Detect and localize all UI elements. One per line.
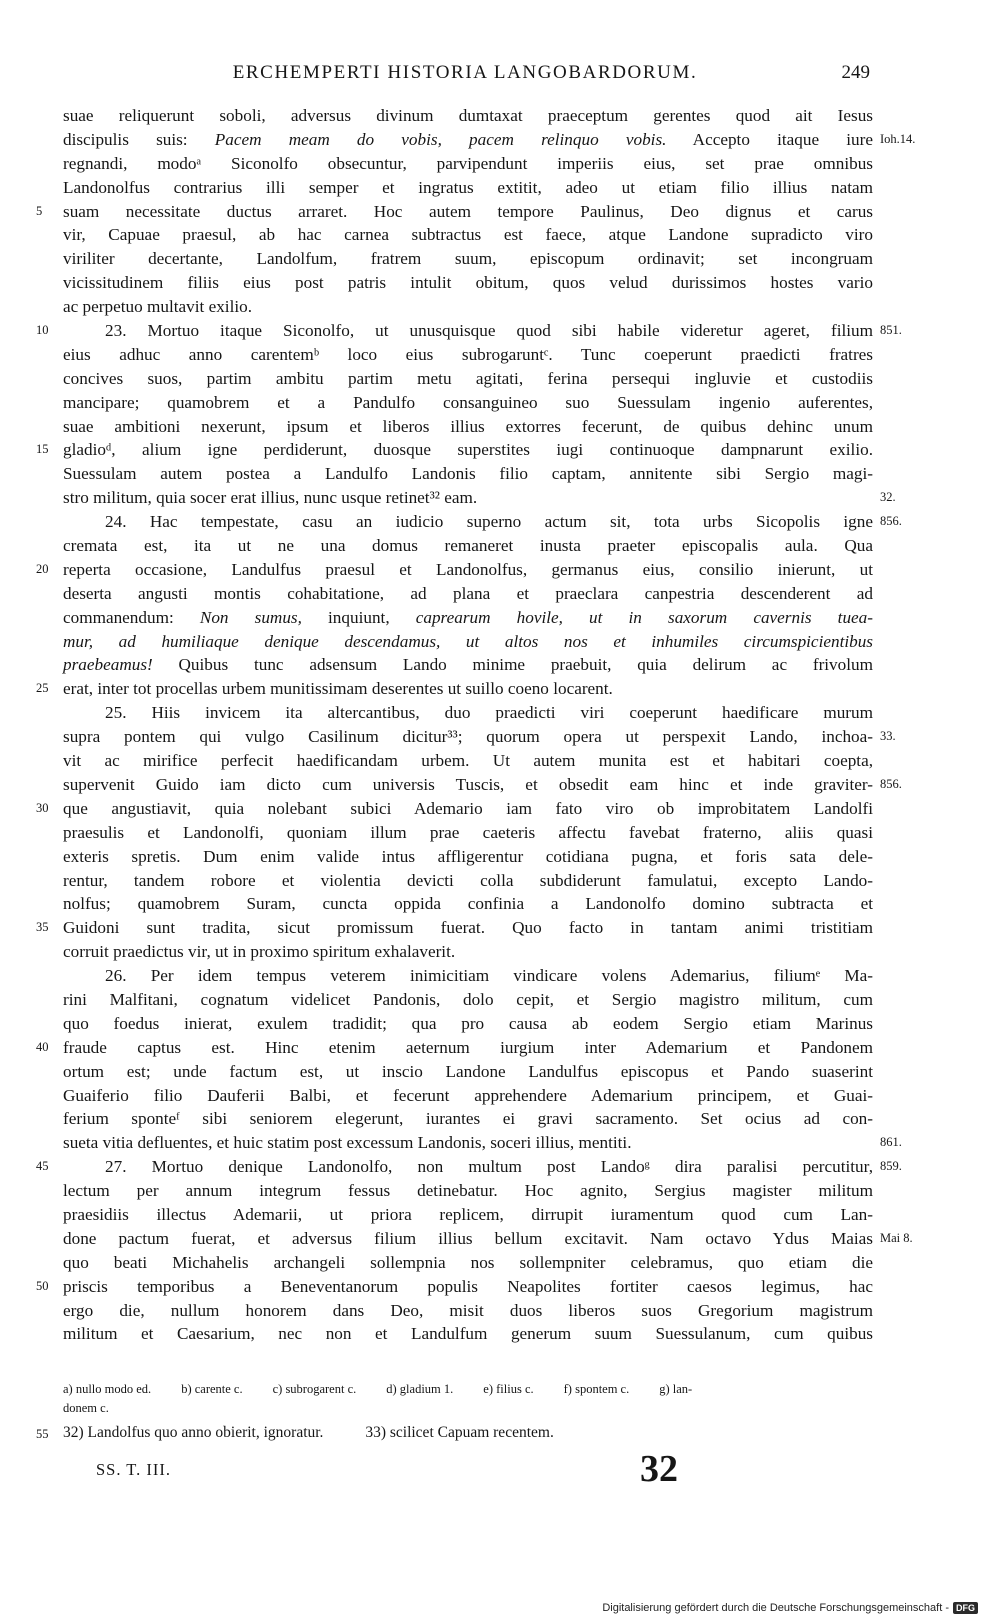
line-text: cremata est, ita ut ne una domus remaneret inusta praeter episcopalis aula. Qua xyxy=(63,536,873,556)
text-line xyxy=(63,391,873,415)
line-number: 25 xyxy=(36,681,49,696)
line-text: regnandi, modoᵃ Siconolfo obsecuntur, parvipendunt imperiis eius, set prae omnibus xyxy=(63,153,873,173)
variant-note: e) filius c. xyxy=(483,1382,534,1396)
text-line xyxy=(63,271,873,295)
page-header xyxy=(60,62,870,92)
line-text: Suessulam autem postea a Landulfo Landonis filio captam, annitente sibi Sergio magi- xyxy=(63,464,873,484)
line-number: 45 xyxy=(36,1159,49,1174)
text-line xyxy=(63,1227,913,1251)
line-text: nolfus; quamobrem Suram, cuncta oppida confinia a Landonolfo domino subtracta et xyxy=(63,894,873,914)
marginal-note: 856. xyxy=(880,514,902,529)
line-text: lectum per annum integrum fessus detinebatur. Hoc agnito, Sergius magister militum xyxy=(63,1181,873,1201)
text-line xyxy=(63,462,873,486)
variant-note: d) gladium 1. xyxy=(386,1382,454,1396)
line-text: deserta angusti montis cohabitatione, ad plana et praeclara canpestria descenderent ad xyxy=(63,583,873,603)
text-line xyxy=(36,1275,873,1299)
line-text: 24. Hac tempestate, casu an iudicio superno actum sit, tota urbs Sicopolis igne xyxy=(105,512,873,532)
text-line xyxy=(63,725,896,749)
text-line xyxy=(63,367,873,391)
text-line xyxy=(63,749,873,773)
text-line xyxy=(36,438,873,462)
text-line xyxy=(63,653,873,677)
marginal-note: 851. xyxy=(880,323,902,338)
historical-note: 32) Landolfus quo anno obierit, ignoratur. xyxy=(63,1424,324,1441)
text-line xyxy=(36,916,873,940)
line-text: sueta vitia defluentes, et huic statim post excessum Landonis, soceri illius, mentiti. xyxy=(63,1133,632,1153)
text-line xyxy=(63,104,873,128)
main-text xyxy=(36,104,916,1346)
line-text: Guidoni sunt tradita, sicut promissum fuerat. Quo facto in tantam animi tristitiam xyxy=(63,918,873,938)
line-number: 5 xyxy=(36,203,43,218)
running-title: ERCHEMPERTI HISTORIA LANGOBARDORUM. xyxy=(232,62,698,83)
text-line xyxy=(63,1203,873,1227)
line-number: 15 xyxy=(36,442,49,457)
line-text: supra pontem qui vulgo Casilinum dicitur³³; quorum opera ut perspexit Lando, inchoa- xyxy=(63,727,873,747)
marginal-note: 33. xyxy=(880,729,896,744)
line-number: 40 xyxy=(36,1039,49,1054)
text-line xyxy=(63,892,873,916)
quotation: praebeamus! xyxy=(63,655,153,675)
text-line xyxy=(63,701,873,725)
text-line xyxy=(36,200,873,224)
quotation: Pacem meam do vobis, pacem relinquo vobis. xyxy=(214,129,667,149)
variant-note: f) spontem c. xyxy=(563,1382,630,1396)
quotation: Non sumus, xyxy=(199,607,302,627)
signature-mark: SS. T. III. xyxy=(96,1460,172,1479)
line-text: que angustiavit, quia nolebant subici Ademario iam fato viro ob improbitatem Landolfi xyxy=(63,798,873,818)
line-text: 23. Mortuo itaque Siconolfo, ut unusquisque quod sibi habile videretur ageret, filium xyxy=(105,321,873,341)
text-line xyxy=(36,797,873,821)
variant-note: c) subrogarent c. xyxy=(272,1382,357,1396)
line-text: Guaiferio filio Dauferii Balbi, et fecerunt apprehendere Ademarium principem, et Guai- xyxy=(63,1085,873,1105)
line-text: stro militum, quia socer erat illius, nunc usque retinet³² eam. xyxy=(63,488,478,508)
line-text: ferium sponteᶠ sibi seniorem elegerunt, iurantes ei gravi sacramento. Set ocius ad con- xyxy=(63,1109,873,1129)
line-text: supervenit Guido iam dicto cum universis Tuscis, et obsedit eam hinc et inde graviter- xyxy=(63,774,873,794)
marginal-note: 861. xyxy=(880,1135,902,1150)
quotation: caprearum hovile, ut in saxorum cavernis tuea- xyxy=(415,607,873,627)
line-number: 30 xyxy=(36,800,49,815)
text-line xyxy=(63,128,916,152)
variant-note: a) nullo modo ed. xyxy=(63,1382,152,1396)
line-number: 35 xyxy=(36,920,49,935)
quotation: mur, ad humiliaque denique descendamus, ut altos nos et inhumiles circumspicientibus xyxy=(63,631,873,651)
line-text: exteris spretis. Dum enim valide intus affligerentur cotidiana pugna, et foris sata dele- xyxy=(63,846,873,866)
digitization-credit xyxy=(602,1602,978,1614)
line-text: rini Malfitani, cognatum videlicet Pandonis, dolo cepit, et Sergio magistro militum, cum xyxy=(63,989,873,1009)
line-text: ortum est; unde factum est, ut inscio Landone Landulfus episcopus et Pando suaserint xyxy=(63,1061,873,1081)
line-text: corruit praedictus vir, ut in proximo spiritum exhalaverit. xyxy=(63,942,456,962)
line-number: 55 xyxy=(36,1427,49,1441)
text-line xyxy=(63,1299,873,1323)
text-line xyxy=(63,1131,902,1155)
line-text: suae ambitioni nexerunt, ipsum et liberos illius extorres fecerunt, de quibus dehinc unum xyxy=(63,416,873,436)
text-line xyxy=(63,845,873,869)
line-text: eius adhuc anno carentemᵇ loco eius subrogaruntᶜ. Tunc coeperunt praedicti fratres xyxy=(63,344,873,364)
variant-notes-row xyxy=(63,1380,873,1399)
line-text: discipulis suis: Pacem meam do vobis, pacem relinquo vobis. Accepto itaque iure xyxy=(63,129,873,149)
variant-notes-row xyxy=(63,1399,873,1418)
historical-notes xyxy=(36,1424,592,1442)
text-line xyxy=(63,821,873,845)
line-text: priscis temporibus a Beneventanorum populis Neapolites fortiter caesos legimus, hac xyxy=(63,1276,873,1296)
line-number: 10 xyxy=(36,323,49,338)
text-line xyxy=(63,582,873,606)
text-line xyxy=(63,247,873,271)
text-line xyxy=(63,176,873,200)
text-line xyxy=(63,534,873,558)
line-text: concives suos, partim ambitu partim metu agitati, ferina persequi ingluvie et custodiis xyxy=(63,368,873,388)
text-line xyxy=(63,1107,873,1131)
line-number: 20 xyxy=(36,561,49,576)
text-line xyxy=(63,773,902,797)
credit-text: Digitalisierung gefördert durch die Deutsche Forschungsgemeinschaft - xyxy=(602,1602,949,1614)
marginal-note: 856. xyxy=(880,776,902,791)
line-text xyxy=(63,632,873,651)
text-line xyxy=(36,1036,873,1060)
marginal-note: Ioh.14. xyxy=(880,131,916,146)
text-line xyxy=(36,1155,902,1179)
variant-note: donem c. xyxy=(63,1401,109,1415)
line-text: praebeamus! Quibus tunc adsensum Lando minime praebuit, quia delirum ac frivolum xyxy=(63,655,873,675)
line-text: erat, inter tot procellas urbem munitissimam deserentes ut suillo coeno locarent. xyxy=(63,679,613,699)
marginal-note: 859. xyxy=(880,1159,902,1174)
line-text: 26. Per idem tempus veterem inimicitiam vindicare volens Ademarius, filiumᵉ Ma- xyxy=(105,966,873,986)
line-text: militum et Caesarium, nec non et Landulfum generum suum Suessulanum, cum quibus xyxy=(63,1324,873,1344)
text-line xyxy=(63,510,902,534)
line-text: done pactum fuerat, et adversus filium illius bellum excitavit. Nam octavo Ydus Maias xyxy=(63,1228,873,1248)
text-line xyxy=(63,152,873,176)
sheet-number: 32 xyxy=(640,1448,678,1490)
text-line xyxy=(63,940,873,964)
line-text: praesulis et Landonolfi, quoniam illum prae caeteris affectu favebat fraterno, aliis quasi xyxy=(63,822,873,842)
critical-apparatus xyxy=(63,1380,873,1418)
line-text: 27. Mortuo denique Landonolfo, non multum post Landoᵍ dira paralisi percutitur, xyxy=(105,1157,873,1177)
line-text: praesidiis illectus Ademarii, ut priora replicem, dirrupit iuramentum quod cum Lan- xyxy=(63,1204,873,1224)
marginal-note: Mai 8. xyxy=(880,1230,913,1245)
text-line xyxy=(36,677,873,701)
text-line xyxy=(36,558,873,582)
line-text: viriliter decertante, Landolfum, fratrem suum, episcopum ordinavit; set incongruam xyxy=(63,249,873,269)
text-line xyxy=(63,1060,873,1084)
text-line xyxy=(63,1012,873,1036)
text-line xyxy=(63,295,873,319)
marginal-note: 32. xyxy=(880,490,896,505)
historical-note: 33) scilicet Capuam recentem. xyxy=(365,1424,554,1441)
text-line xyxy=(63,223,873,247)
line-text: 25. Hiis invicem ita altercantibus, duo praedicti viri coeperunt haedificare murum xyxy=(105,703,873,723)
text-line xyxy=(63,415,873,439)
variant-note: b) carente c. xyxy=(181,1382,243,1396)
line-text: quo beati Michahelis archangeli sollempnia nos sollempniter celebramus, quo etiam die xyxy=(63,1252,873,1272)
line-text: suae reliquerunt soboli, adversus divinum dumtaxat praeceptum gerentes quod ait Iesus xyxy=(63,106,873,125)
text-line xyxy=(63,1322,873,1346)
text-line xyxy=(63,1179,873,1203)
line-text: vir, Capuae praesul, ab hac carnea subtractus est faece, atque Landone supradicto viro xyxy=(63,225,873,245)
dfg-logo: DFG xyxy=(953,1602,978,1614)
page-number: 249 xyxy=(841,62,870,83)
text-line xyxy=(63,630,873,654)
text-line xyxy=(63,343,873,367)
line-text: mancipare; quamobrem et a Pandulfo consanguineo suo Suessulam ingenio auferentes, xyxy=(63,392,873,412)
variant-note: g) lan- xyxy=(659,1382,693,1396)
text-line xyxy=(63,1084,873,1108)
line-text: suam necessitate ductus arraret. Hoc autem tempore Paulinus, Deo dignus et carus xyxy=(63,201,873,221)
line-text: vit ac mirifice perfecit haedificandam urbem. Ut autem munita est et habitari coepta, xyxy=(63,751,873,771)
line-text: gladioᵈ, alium igne perdiderunt, duosque superstites iugi continuoque dampnarunt exilio. xyxy=(63,440,873,460)
line-text: vicissitudinem filiis eius post patris intulit obitum, quos velud durissimos hostes vario xyxy=(63,273,873,293)
line-text: reperta occasione, Landulfus praesul et Landonolfus, germanus eius, consilio inierunt, ut xyxy=(63,559,873,579)
line-text: commanendum: Non sumus, inquiunt, caprearum hovile, ut in saxorum cavernis tuea- xyxy=(63,607,873,627)
line-text: ergo die, nullum honorem dans Deo, misit duos liberos suos Gregorium magistrum xyxy=(63,1300,873,1320)
line-text: Landonolfus contrarius illi semper et ingratus extitit, adeo ut etiam filio illius natam xyxy=(63,177,873,197)
line-text: ac perpetuo multavit exilio. xyxy=(63,297,253,317)
text-line xyxy=(63,1251,873,1275)
line-number: 50 xyxy=(36,1278,49,1293)
line-text: rentur, tandem robore et violentia devicti colla subdiderunt famulatui, excepto Lando- xyxy=(63,870,873,890)
text-line xyxy=(63,606,873,630)
text-line xyxy=(63,964,873,988)
text-line xyxy=(63,988,873,1012)
text-line xyxy=(63,869,873,893)
line-text: quo foedus inierat, exulem tradidit; qua pro causa ab eodem Sergio etiam Marinus xyxy=(63,1013,873,1033)
text-line xyxy=(63,486,896,510)
line-text: fraude captus est. Hinc etenim aeternum iurgium inter Ademarium et Pandonem xyxy=(63,1037,873,1057)
text-line xyxy=(36,319,902,343)
